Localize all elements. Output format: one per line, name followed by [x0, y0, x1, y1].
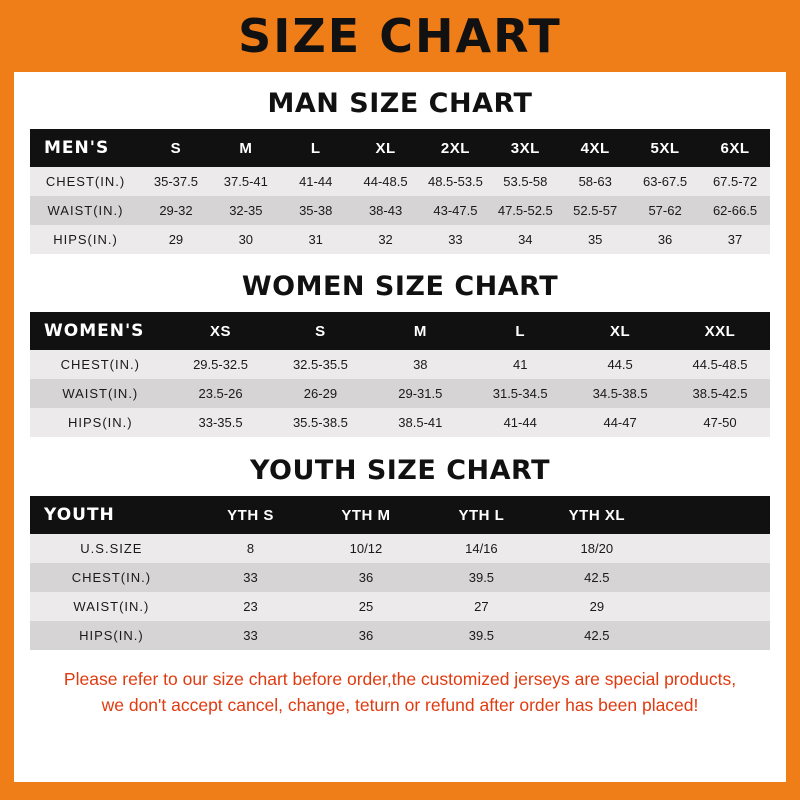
col-header: S — [141, 129, 211, 167]
table-row — [30, 196, 770, 225]
cell: 23.5-26 — [171, 379, 271, 408]
col-header: MEN'S — [30, 129, 141, 167]
bottom-accent-bar — [0, 782, 800, 800]
cell: 39.5 — [424, 621, 539, 650]
cell: 33 — [421, 225, 491, 254]
col-header: M — [370, 312, 470, 350]
cell: 8 — [193, 534, 308, 563]
youth-size-table — [30, 496, 770, 650]
table-row — [30, 621, 770, 650]
cell: 27 — [424, 592, 539, 621]
col-header: XL — [570, 312, 670, 350]
col-header: 5XL — [630, 129, 700, 167]
youth-section-title: YOUTH SIZE CHART — [249, 455, 551, 486]
col-header: 4XL — [560, 129, 630, 167]
cell: 29.5-32.5 — [171, 350, 271, 379]
table-row — [30, 592, 770, 621]
cell: 29-32 — [141, 196, 211, 225]
col-header: M — [211, 129, 281, 167]
row-header: U.S.SIZE — [30, 534, 193, 563]
cell: 34 — [490, 225, 560, 254]
col-header: YTH XL — [539, 496, 654, 534]
table-row — [30, 350, 770, 379]
table-row — [30, 563, 770, 592]
row-header: HIPS(IN.) — [30, 225, 141, 254]
cell: 57-62 — [630, 196, 700, 225]
cell: 33 — [193, 563, 308, 592]
women-size-table — [30, 312, 770, 437]
cell: 67.5-72 — [700, 167, 770, 196]
table-header-row — [30, 496, 770, 534]
cell: 31.5-34.5 — [470, 379, 570, 408]
col-header: 2XL — [421, 129, 491, 167]
col-header: XL — [351, 129, 421, 167]
row-header: WAIST(IN.) — [30, 196, 141, 225]
cell: 52.5-57 — [560, 196, 630, 225]
man-section-title: MAN SIZE CHART — [267, 88, 533, 119]
col-header: L — [470, 312, 570, 350]
cell: 38 — [370, 350, 470, 379]
cell: 36 — [308, 621, 423, 650]
cell: 35 — [560, 225, 630, 254]
cell: 38-43 — [351, 196, 421, 225]
man-size-table — [30, 129, 770, 254]
cell: 41 — [470, 350, 570, 379]
col-header — [655, 496, 770, 534]
cell: 29 — [539, 592, 654, 621]
cell: 38.5-42.5 — [670, 379, 770, 408]
col-header: S — [270, 312, 370, 350]
cell — [655, 534, 770, 563]
cell: 38.5-41 — [370, 408, 470, 437]
row-header: WAIST(IN.) — [30, 379, 171, 408]
cell: 37.5-41 — [211, 167, 281, 196]
table-row — [30, 225, 770, 254]
col-header: YTH L — [424, 496, 539, 534]
cell: 18/20 — [539, 534, 654, 563]
col-header: L — [281, 129, 351, 167]
cell: 32 — [351, 225, 421, 254]
cell: 44-48.5 — [351, 167, 421, 196]
cell: 34.5-38.5 — [570, 379, 670, 408]
cell: 10/12 — [308, 534, 423, 563]
row-header: HIPS(IN.) — [30, 621, 193, 650]
cell: 37 — [700, 225, 770, 254]
cell: 35-37.5 — [141, 167, 211, 196]
cell: 42.5 — [539, 621, 654, 650]
cell: 36 — [630, 225, 700, 254]
cell: 32.5-35.5 — [270, 350, 370, 379]
row-header: CHEST(IN.) — [30, 563, 193, 592]
page-title: SIZE CHART — [238, 9, 562, 63]
cell: 47.5-52.5 — [490, 196, 560, 225]
table-header-row — [30, 129, 770, 167]
row-header: WAIST(IN.) — [30, 592, 193, 621]
content-area — [14, 88, 786, 719]
table-row — [30, 167, 770, 196]
cell: 47-50 — [670, 408, 770, 437]
page-banner — [14, 0, 786, 72]
cell — [655, 563, 770, 592]
cell: 62-66.5 — [700, 196, 770, 225]
cell: 48.5-53.5 — [421, 167, 491, 196]
cell: 26-29 — [270, 379, 370, 408]
cell: 30 — [211, 225, 281, 254]
row-header: CHEST(IN.) — [30, 350, 171, 379]
cell: 44-47 — [570, 408, 670, 437]
cell: 14/16 — [424, 534, 539, 563]
footer-note-line-1: Please refer to our size chart before order,the customized jerseys are special products, — [63, 669, 737, 689]
col-header: YTH M — [308, 496, 423, 534]
table-row — [30, 408, 770, 437]
table-header-row — [30, 312, 770, 350]
col-header: 6XL — [700, 129, 770, 167]
footer-note — [36, 666, 764, 719]
footer-note-line-2: we don't accept cancel, change, teturn or refund after order has been placed! — [101, 695, 699, 716]
cell: 41-44 — [281, 167, 351, 196]
cell: 35-38 — [281, 196, 351, 225]
col-header: 3XL — [490, 129, 560, 167]
cell: 36 — [308, 563, 423, 592]
table-row — [30, 379, 770, 408]
cell — [655, 592, 770, 621]
cell: 31 — [281, 225, 351, 254]
cell: 42.5 — [539, 563, 654, 592]
cell — [655, 621, 770, 650]
cell: 35.5-38.5 — [270, 408, 370, 437]
cell: 63-67.5 — [630, 167, 700, 196]
col-header: WOMEN'S — [30, 312, 171, 350]
cell: 39.5 — [424, 563, 539, 592]
col-header: YOUTH — [30, 496, 193, 534]
col-header: YTH S — [193, 496, 308, 534]
row-header: HIPS(IN.) — [30, 408, 171, 437]
table-row — [30, 534, 770, 563]
cell: 33-35.5 — [171, 408, 271, 437]
cell: 58-63 — [560, 167, 630, 196]
cell: 33 — [193, 621, 308, 650]
cell: 23 — [193, 592, 308, 621]
cell: 44.5-48.5 — [670, 350, 770, 379]
cell: 41-44 — [470, 408, 570, 437]
col-header: XS — [171, 312, 271, 350]
women-section-title: WOMEN SIZE CHART — [241, 271, 559, 302]
col-header: XXL — [670, 312, 770, 350]
cell: 29-31.5 — [370, 379, 470, 408]
cell: 53.5-58 — [490, 167, 560, 196]
row-header: CHEST(IN.) — [30, 167, 141, 196]
cell: 44.5 — [570, 350, 670, 379]
cell: 29 — [141, 225, 211, 254]
cell: 43-47.5 — [421, 196, 491, 225]
cell: 25 — [308, 592, 423, 621]
cell: 32-35 — [211, 196, 281, 225]
